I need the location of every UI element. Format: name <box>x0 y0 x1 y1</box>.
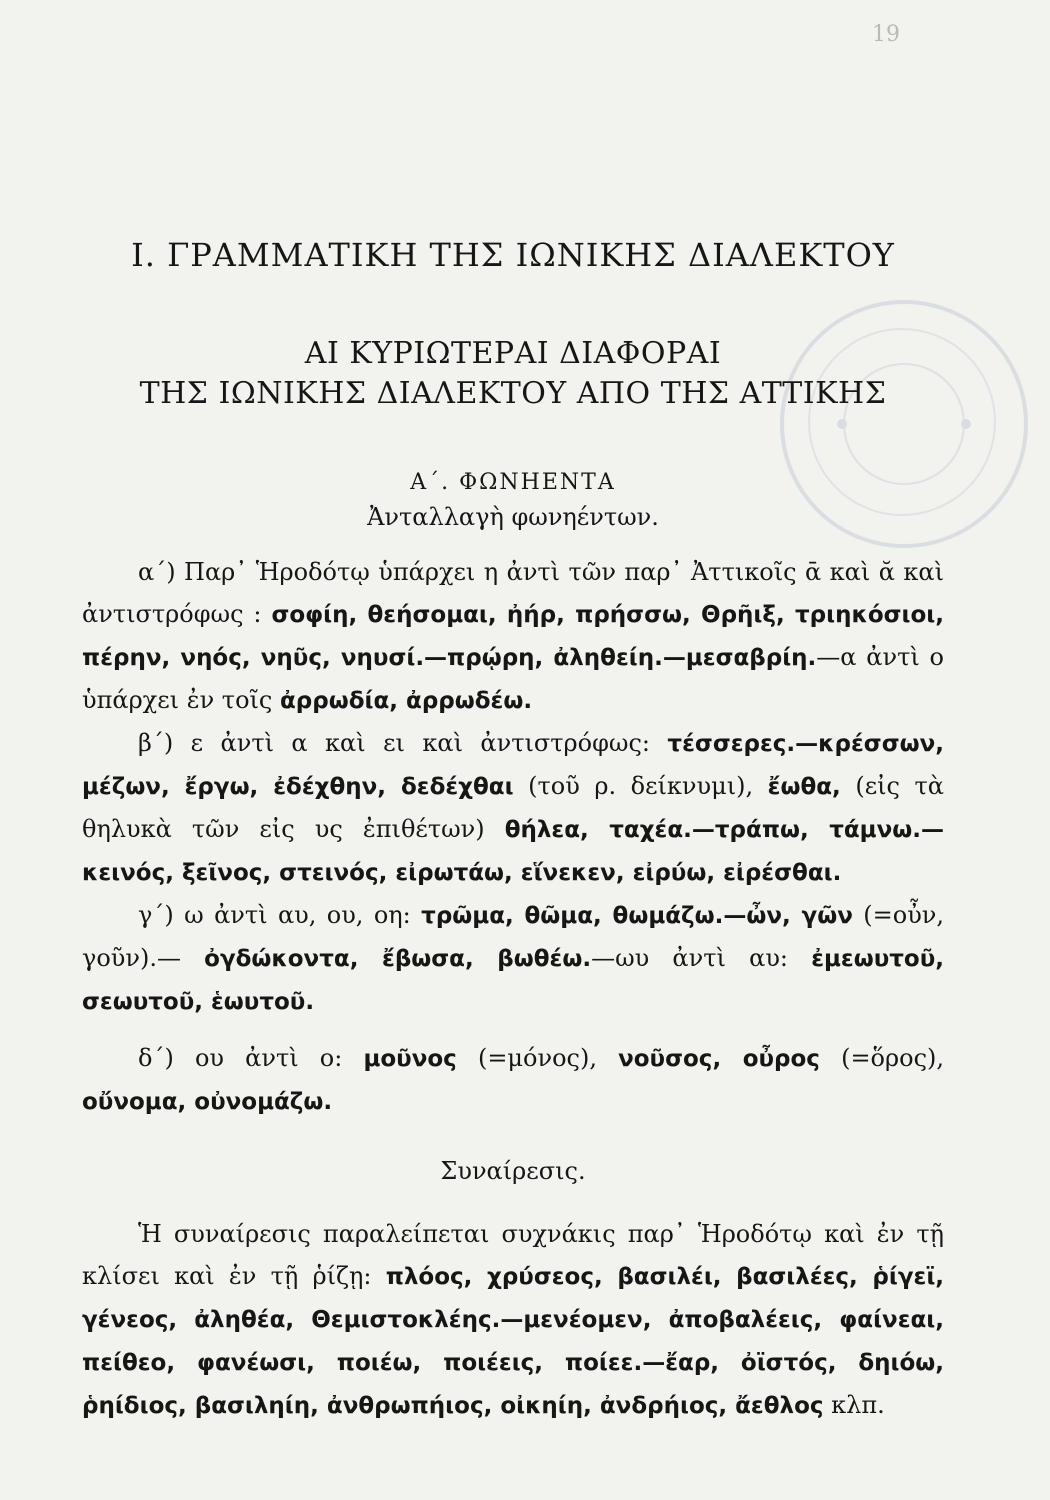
text-run: —ωυ ἀντὶ αυ: <box>591 944 812 972</box>
examples-run: τρῶμα, θῶμα, θωμάζω.—ὦν, γῶν <box>421 903 853 929</box>
page-number: 19 <box>872 22 900 47</box>
section-subheading-vowel-exchange: Ἀνταλλαγὴ φωνηέντων. <box>367 503 659 531</box>
page-content <box>82 236 944 1427</box>
paragraph-delta <box>82 1037 944 1123</box>
subtitle-line-2: ΤΗΣ ΙΩΝΙΚΗΣ ΔΙΑΛΕΚΤΟΥ ΑΠΟ ΤΗΣ ΑΤΤΙΚΗΣ <box>139 376 887 411</box>
text-run: (=ὅρος), <box>819 1044 944 1072</box>
paragraph-synairesis <box>82 1213 944 1427</box>
paragraph-beta <box>82 722 944 894</box>
examples-run: τέσσερες.—κρέσσων, μέζων, ἔργω, ἐδέχθην, δεδέχθαι <box>82 731 944 800</box>
examples-run: οὔνομα, οὐνομάζω. <box>82 1089 333 1115</box>
text-run: (=οὖν, γοῦν).— <box>82 901 944 972</box>
text-run: —α ἀντὶ ο ὑπάρχει ἐν τοῖς <box>82 643 944 714</box>
examples-run: μοῦνος <box>363 1046 457 1072</box>
text-run: κλπ. <box>823 1391 885 1419</box>
examples-run: νοῦσος, οὖρος <box>618 1046 820 1072</box>
text-run: Ἡ συναίρεσις παραλείπεται συχνάκις παρ᾽ Ἡροδότῳ καὶ ἐν τῇ κλίσει καὶ ἐν τῇ ῥίζῃ: <box>82 1220 944 1290</box>
examples-run: ἀρρωδία, ἀρρωδέω. <box>280 688 533 714</box>
chapter-subtitle <box>82 334 944 414</box>
subtitle-line-1: ΑΙ ΚΥΡΙΩΤΕΡΑΙ ΔΙΑΦΟΡΑΙ <box>304 336 722 371</box>
examples-run: θήλεα, ταχέα.—τράπω, τάμνω.—κεινός, ξεῖνος, στεινός, εἰρωτάω, εἵνεκεν, εἰρύω, εἰρέσθαι. <box>82 817 944 886</box>
chapter-title: Ι. ΓΡΑΜΜΑΤΙΚΗ ΤΗΣ ΙΩΝΙΚΗΣ ΔΙΑΛΕΚΤΟΥ <box>131 236 895 274</box>
text-run: (εἰς τὰ θηλυκὰ τῶν εἰς υς ἐπιθέτων) <box>82 772 945 843</box>
text-run: δ΄) ου ἀντὶ ο: <box>138 1044 364 1072</box>
examples-run: ἐμεωυτοῦ, σεωυτοῦ, ἑωυτοῦ. <box>82 946 944 1015</box>
text-run: β΄) ε ἀντὶ α καὶ ει καὶ ἀντιστρόφως: <box>138 729 668 757</box>
paragraph-gamma <box>82 894 944 1023</box>
text-run: (τοῦ ρ. δείκνυμι), <box>513 772 768 800</box>
text-run: γ΄) ω ἀντὶ αυ, ου, οη: <box>138 901 422 929</box>
paragraph-alpha <box>82 551 944 722</box>
section-heading-synairesis: Συναίρεσις. <box>440 1157 586 1185</box>
spacer <box>82 1023 944 1037</box>
examples-run: πλόος, χρύσεος, βασιλέι, βασιλέες, ῥίγεϊ, γένεος, ἀληθέα, Θεμιστοκλέης.—μενέομεν, ἀποβαλέεις, φαίνεαι, πείθεο, φανέωσι, ποιέω, ποιέεις, ποίεε.—ἔαρ, ὀϊστός, δηιόω, ῥηίδιος, βασιληίη, ἀνθρωπήιος, οἰκηίη, ἀνδρήιος, ἄεθλος <box>82 1264 944 1419</box>
section-heading-vowels: Α΄. ΦΩΝΗΕΝΤΑ <box>410 470 616 495</box>
examples-run: σοφίη, θεήσομαι, ἠήρ, πρήσσω, Θρῆιξ, τριηκόσιοι, πέρην, νηός, νηῦς, νηυσί.—πρῴρη, ἀληθείη.—μεσαβρίη. <box>82 602 944 671</box>
text-run: α΄) Παρ᾽ Ἡροδότῳ ὑπάρχει η ἀντὶ τῶν παρ᾽ Ἀττικοῖς ᾱ καὶ ᾰ καὶ ἀντιστρόφως : <box>82 558 944 628</box>
examples-run: ἔωθα, <box>767 774 841 800</box>
examples-run: ὀγδώκοντα, ἔβωσα, βωθέω. <box>204 946 592 972</box>
text-run: (=μόνος), <box>456 1044 619 1072</box>
